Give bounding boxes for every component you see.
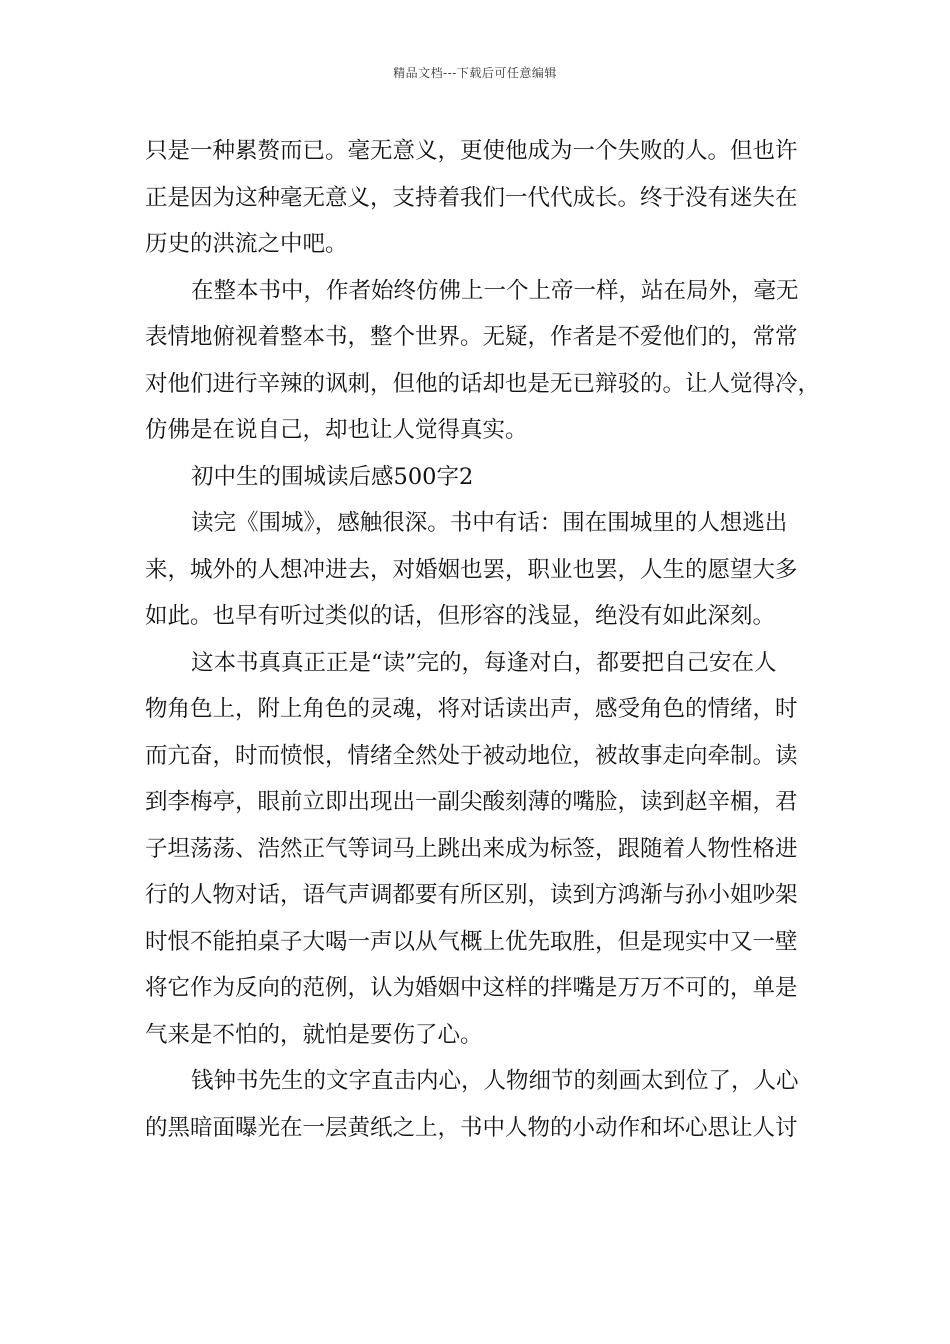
text-line: 的黑暗面曝光在一层黄纸之上，书中人物的小动作和坏心思让人讨 xyxy=(145,1114,798,1141)
text-line: 子坦荡荡、浩然正气等词马上跳出来成为标签，跟随着人物性格进 xyxy=(145,835,798,862)
text-line: 读完《围城》，感触很深。书中有话：围在围城里的人想逃出 xyxy=(191,510,788,536)
text-line: 来，城外的人想冲进去，对婚姻也罢，职业也罢，人生的愿望大多 xyxy=(145,556,798,583)
page-header: 精品文档---下载后可任意编辑 xyxy=(393,66,557,80)
text-line: 正是因为这种毫无意义，支持着我们一代代成长。终于没有迷失在 xyxy=(145,184,798,211)
text-line: 对他们进行辛辣的讽刺，但他的话却也是无已辩驳的。让人觉得冷， xyxy=(145,370,821,397)
text-line: 将它作为反向的范例，认为婚姻中这样的拌嘴是万万不可的，单是 xyxy=(145,975,798,1001)
text-line: 气来是不怕的，就怕是要伤了心。 xyxy=(145,1021,483,1048)
text-line: 这本书真真正正是“读”完的，每逢对白，都要把自己安在人 xyxy=(191,649,777,676)
text-line: 只是一种累赘而已。毫无意义，更使他成为一个失败的人。但也许 xyxy=(145,138,798,164)
text-line: 物角色上，附上角色的灵魂，将对话读出声，感受角色的情绪，时 xyxy=(145,696,798,722)
document-body xyxy=(145,128,821,1151)
section-heading: 初中生的围城读后感500字2 xyxy=(191,463,474,490)
text-line: 表情地俯视着整本书，整个世界。无疑，作者是不爱他们的，常常 xyxy=(145,324,798,350)
text-line: 而亢奋，时而愤恨，情绪全然处于被动地位，被故事走向牵制。读 xyxy=(145,742,798,769)
text-line: 如此。也早有听过类似的话，但形容的浅显，绝没有如此深刻。 xyxy=(145,603,776,629)
text-line: 在整本书中，作者始终仿佛上一个上帝一样，站在局外，毫无 xyxy=(191,277,799,304)
text-line: 时恨不能拍桌子大喝一声以从气概上优先取胜，但是现实中又一壁 xyxy=(145,928,798,955)
text-line: 钱钟书先生的文字直击内心，人物细节的刻画太到位了，人心 xyxy=(191,1068,799,1094)
text-line: 仿佛是在说自己，却也让人觉得真实。 xyxy=(145,417,528,443)
text-line: 历史的洪流之中吧。 xyxy=(145,231,348,257)
text-line: 到李梅亭，眼前立即出现出一副尖酸刻薄的嘴脸，读到赵辛楣，君 xyxy=(145,789,798,815)
text-line: 行的人物对话，语气声调都要有所区别，读到方鸿渐与孙小姐吵架 xyxy=(145,882,798,908)
